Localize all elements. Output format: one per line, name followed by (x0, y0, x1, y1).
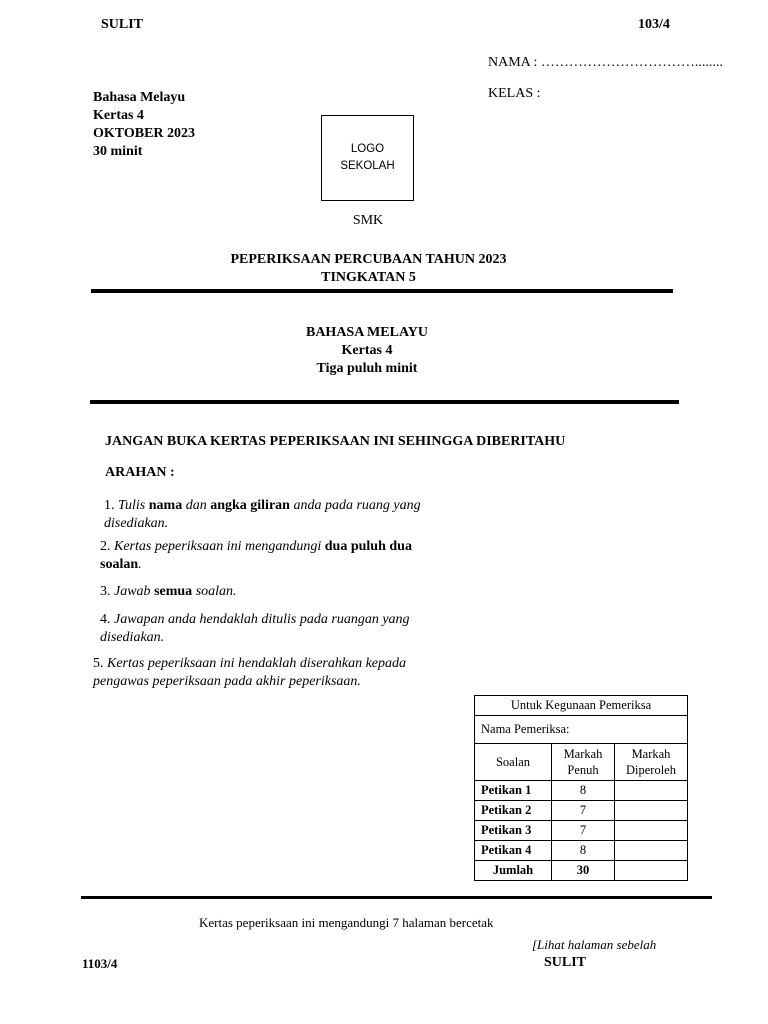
row-full-mark: 7 (552, 821, 615, 841)
instruction-fragment: Kertas peperiksaan ini hendaklah diserahkan kepada pengawas peperiksaan pada akhir peperiksaan. (93, 656, 407, 689)
table-row (475, 781, 688, 801)
instruction-fragment: soalan. (192, 584, 237, 599)
instruction-text (104, 498, 421, 531)
name-field: NAMA : ……………………………........ (488, 55, 723, 70)
instruction-fragment: Tulis (118, 498, 149, 513)
examiner-table-title: Untuk Kegunaan Pemeriksa (475, 696, 688, 716)
divider (90, 400, 679, 404)
total-value: 30 (552, 861, 615, 881)
paper-duration: Tiga puluh minit (316, 361, 418, 376)
instructions-heading: ARAHAN : (105, 465, 175, 480)
logo-text: SEKOLAH (340, 160, 395, 172)
row-obtained-mark[interactable] (615, 801, 688, 821)
table-row-total (475, 861, 688, 881)
paper-subject: BAHASA MELAYU (305, 325, 428, 340)
school-logo-placeholder (321, 115, 414, 201)
instruction-fragment: Jawapan anda hendaklah ditulis pada ruangan yang disediakan. (100, 612, 410, 645)
school-name: SMK (352, 213, 384, 228)
instruction-number: 3. (100, 584, 111, 599)
divider (91, 289, 673, 293)
instruction-fragment: Jawab (114, 584, 155, 599)
paper-info (267, 324, 467, 378)
row-label: Petikan 3 (475, 821, 552, 841)
row-obtained-mark[interactable] (615, 821, 688, 841)
subject-line: Kertas 4 (93, 108, 144, 123)
exam-title (200, 251, 537, 287)
subject-line: 30 minit (93, 144, 143, 159)
instruction-text (100, 612, 410, 645)
exam-title-line: TINGKATAN 5 (321, 270, 416, 285)
instruction-emphasis: angka giliran (210, 498, 290, 513)
table-row (475, 841, 688, 861)
column-header-markah-diperoleh: Markah Diperoleh (615, 744, 688, 781)
instruction-emphasis: semua (154, 584, 193, 599)
row-label: Petikan 4 (475, 841, 552, 861)
next-page-note: [Lihat halaman sebelah (532, 937, 657, 952)
total-obtained[interactable] (615, 861, 688, 881)
instruction-fragment: . (138, 557, 142, 572)
subject-line: Bahasa Melayu (93, 90, 186, 105)
table-row (475, 821, 688, 841)
warning-text: JANGAN BUKA KERTAS PEPERIKSAAN INI SEHINGGA DIBERITAHU (105, 434, 566, 449)
instruction-emphasis: dua puluh dua soalan (100, 539, 412, 572)
instruction-fragment: dan (182, 498, 211, 513)
instruction-item (104, 497, 449, 533)
instruction-item (93, 655, 449, 691)
logo-text: LOGO (350, 143, 385, 155)
instruction-number: 5. (93, 656, 104, 671)
instruction-text (114, 584, 237, 599)
examiner-table (474, 695, 688, 881)
instruction-fragment: anda pada ruang yang disediakan. (104, 498, 421, 531)
column-header-markah-penuh: Markah Penuh (552, 744, 615, 781)
footer-paper-code: 1103/4 (82, 956, 118, 971)
paper-number: Kertas 4 (341, 343, 393, 358)
instruction-emphasis: nama (148, 498, 183, 513)
table-row (475, 801, 688, 821)
instruction-number: 2. (100, 539, 111, 554)
instruction-text (100, 539, 412, 572)
instruction-item (100, 538, 449, 574)
column-header-soalan: Soalan (475, 744, 552, 781)
row-full-mark: 8 (552, 841, 615, 861)
instruction-item (100, 611, 449, 647)
instruction-text (93, 656, 406, 689)
total-label: Jumlah (475, 861, 552, 881)
subject-line: OKTOBER 2023 (93, 126, 196, 141)
class-field: KELAS : (488, 86, 541, 101)
instruction-item (100, 583, 449, 601)
footer-divider (81, 896, 712, 899)
row-obtained-mark[interactable] (615, 781, 688, 801)
header-classification: SULIT (101, 17, 144, 32)
footer-classification: SULIT (544, 955, 587, 970)
row-full-mark: 7 (552, 801, 615, 821)
row-obtained-mark[interactable] (615, 841, 688, 861)
instruction-number: 4. (100, 612, 111, 627)
instruction-fragment: Kertas peperiksaan ini mengandungi (114, 539, 325, 554)
row-label: Petikan 2 (475, 801, 552, 821)
row-label: Petikan 1 (475, 781, 552, 801)
row-full-mark: 8 (552, 781, 615, 801)
page-count-note: Kertas peperiksaan ini mengandungi 7 halaman bercetak (199, 915, 494, 930)
subject-block (93, 89, 195, 161)
instruction-number: 1. (104, 498, 115, 513)
header-paper-code: 103/4 (638, 17, 670, 32)
examiner-name-label: Nama Pemeriksa: (475, 716, 688, 744)
exam-title-line: PEPERIKSAAN PERCUBAAN TAHUN 2023 (230, 252, 507, 267)
